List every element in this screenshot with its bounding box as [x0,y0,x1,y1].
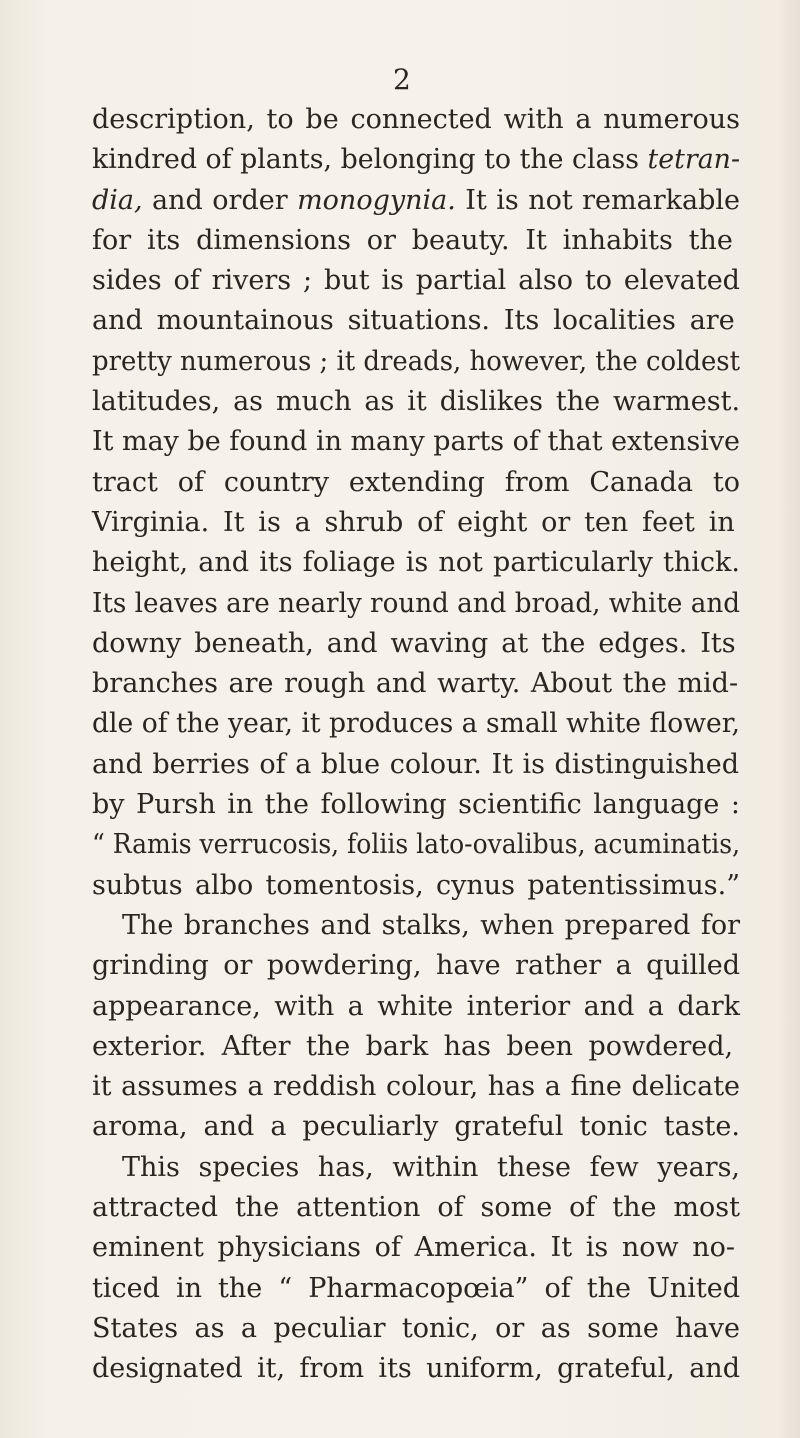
paragraph [92,100,740,906]
text-run: sides of rivers ; but is partial also to elevated [92,265,740,297]
text-run: “ Ramis verrucosis, foliis lato-ovalibus, acuminatis, [92,829,741,861]
text-line [92,987,740,1027]
text-line [92,1309,740,1349]
text-line [92,1269,740,1309]
paragraph [92,906,740,1148]
text-run: eminent physicians of America. It is now no- [92,1232,735,1264]
body-text [92,100,740,1390]
text-run: ticed in the “ Pharmacopœia” of the United [92,1272,741,1304]
text-line [92,1107,740,1147]
text-line [92,1228,740,1268]
text-run: States as a peculiar tonic, or as some have [92,1312,740,1344]
text-run: designated it, from its uniform, grateful, and [92,1353,740,1385]
text-line [92,1148,740,1188]
text-run: and order [142,184,298,216]
text-line [92,342,740,382]
text-line [92,785,740,825]
text-run: height, and its foliage is not particularly thick. [92,547,740,579]
text-run: exterior. After the bark has been powdered, [92,1030,734,1062]
text-line [92,664,740,704]
text-run: aroma, and a peculiarly grateful tonic taste. [92,1111,740,1143]
text-run: attracted the attention of some of the most [92,1192,740,1224]
text-run: kindred of plants, belonging to the class [92,144,648,176]
text-run: latitudes, as much as it dislikes the warmest. [92,386,741,418]
text-line [92,704,740,744]
text-line [92,463,740,503]
text-line [92,906,740,946]
text-line [92,946,740,986]
text-line [92,382,740,422]
text-line [92,221,740,261]
text-line [92,100,740,140]
page-edge-shadow [778,0,800,1438]
text-run: subtus albo tomentosis, cynus patentissimus.” [92,869,741,901]
text-run: It is not remarkable [455,184,740,216]
italic-text: tetran- [647,144,740,176]
text-line [92,503,740,543]
text-run: appearance, with a white interior and a dark [92,990,740,1022]
text-run: dle of the year, it produces a small white flower, [92,708,740,740]
text-line [92,1027,740,1067]
text-run: it assumes a reddish colour, has a fine delicate [92,1071,741,1103]
text-line [92,140,740,180]
text-line [92,745,740,785]
text-line [92,422,740,462]
italic-text: monogynia. [297,184,456,216]
text-line [92,624,740,664]
text-run: and berries of a blue colour. It is distinguished [92,748,740,780]
text-run: description, to be connected with a numerous [92,104,740,135]
text-run: downy beneath, and waving at the edges. Its [92,627,736,659]
text-run: The branches and stalks, when prepared for [122,909,740,941]
text-line [92,1067,740,1107]
text-run: Its leaves are nearly round and broad, white and [92,587,740,619]
text-run: by Pursh in the following scientific language : [92,789,740,821]
text-run: Virginia. It is a shrub of eight or ten feet in [92,506,735,538]
text-run: for its dimensions or beauty. It inhabits the [92,224,733,256]
text-line [92,1188,740,1228]
paragraph [92,1148,740,1390]
text-run: grinding or powdering, have rather a quilled [92,950,740,982]
text-run: pretty numerous ; it dreads, however, the coldest [92,345,741,377]
page-number: 2 [393,63,411,96]
text-run: and mountainous situations. Its localities are [92,305,735,337]
text-line [92,825,740,865]
italic-text: dia, [92,184,143,216]
text-line [92,301,740,341]
text-line [92,866,740,906]
text-run: tract of country extending from Canada to [92,466,740,498]
text-run: It may be found in many parts of that extensive [92,426,741,458]
text-line [92,584,740,624]
text-run: This species has, within these few years, [122,1151,741,1183]
text-run: branches are rough and warty. About the mid- [92,668,739,700]
text-line [92,543,740,583]
text-line [92,1349,740,1389]
text-line [92,181,740,221]
text-line [92,261,740,301]
